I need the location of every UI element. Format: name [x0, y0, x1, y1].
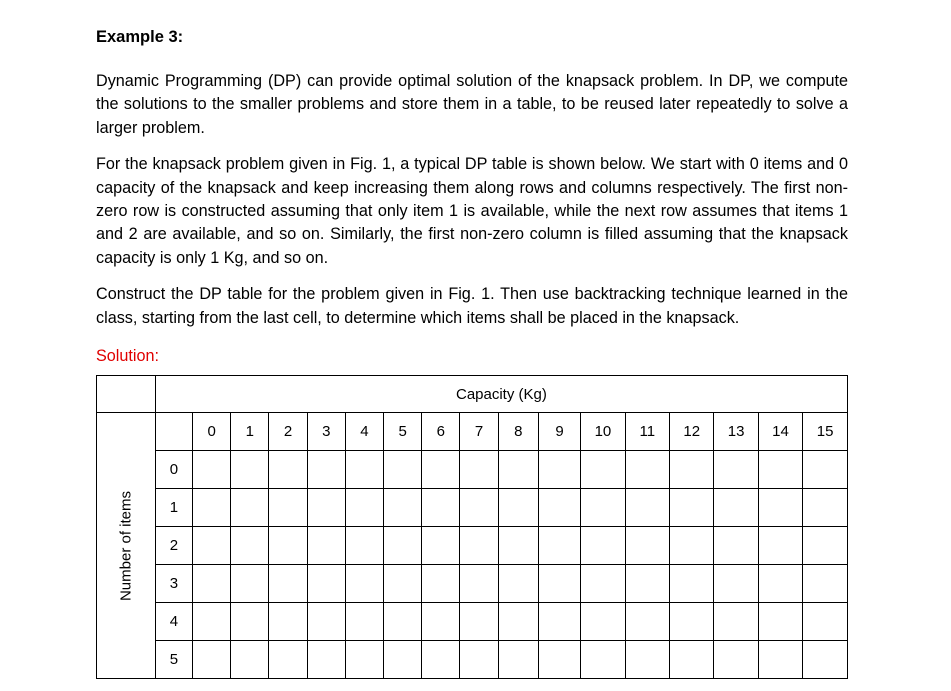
dp-value-cell[interactable]	[345, 451, 383, 489]
dp-value-cell[interactable]	[460, 603, 498, 641]
dp-value-cell[interactable]	[625, 527, 669, 565]
capacity-header-cell: 9	[538, 413, 580, 451]
item-row	[97, 451, 848, 489]
dp-value-cell[interactable]	[538, 565, 580, 603]
dp-value-cell[interactable]	[670, 489, 714, 527]
dp-value-cell[interactable]	[345, 489, 383, 527]
item-row	[97, 527, 848, 565]
dp-value-cell[interactable]	[498, 565, 538, 603]
dp-value-cell[interactable]	[625, 451, 669, 489]
capacity-header-cell: 7	[460, 413, 498, 451]
capacity-header-cell: 14	[758, 413, 802, 451]
capacity-values-row	[97, 413, 848, 451]
dp-value-cell[interactable]	[307, 489, 345, 527]
dp-value-cell[interactable]	[498, 603, 538, 641]
dp-value-cell[interactable]	[670, 641, 714, 679]
dp-table	[96, 375, 848, 679]
dp-value-cell[interactable]	[581, 451, 625, 489]
dp-value-cell[interactable]	[231, 451, 269, 489]
dp-value-cell[interactable]	[384, 489, 422, 527]
dp-value-cell[interactable]	[384, 641, 422, 679]
item-count-cell: 3	[155, 565, 192, 603]
capacity-header-cell: 12	[670, 413, 714, 451]
dp-value-cell[interactable]	[345, 603, 383, 641]
dp-value-cell[interactable]	[803, 603, 848, 641]
dp-value-cell[interactable]	[581, 641, 625, 679]
dp-value-cell[interactable]	[803, 489, 848, 527]
dp-value-cell[interactable]	[345, 527, 383, 565]
dp-value-cell[interactable]	[538, 641, 580, 679]
dp-value-cell[interactable]	[714, 451, 758, 489]
dp-value-cell[interactable]	[625, 603, 669, 641]
dp-value-cell[interactable]	[803, 451, 848, 489]
dp-value-cell[interactable]	[193, 641, 231, 679]
dp-value-cell[interactable]	[307, 603, 345, 641]
dp-value-cell[interactable]	[231, 565, 269, 603]
capacity-header-cell: 5	[384, 413, 422, 451]
dp-value-cell[interactable]	[498, 527, 538, 565]
capacity-header-cell: 3	[307, 413, 345, 451]
dp-value-cell[interactable]	[670, 527, 714, 565]
dp-value-cell[interactable]	[803, 565, 848, 603]
dp-value-cell[interactable]	[670, 603, 714, 641]
capacity-header-cell: 11	[625, 413, 669, 451]
dp-value-cell[interactable]	[193, 489, 231, 527]
item-count-cell: 2	[155, 527, 192, 565]
capacity-header-row	[97, 376, 848, 413]
dp-value-cell[interactable]	[498, 451, 538, 489]
corner-cell	[97, 376, 156, 413]
dp-value-cell[interactable]	[422, 451, 460, 489]
dp-value-cell[interactable]	[193, 527, 231, 565]
dp-value-cell[interactable]	[758, 641, 802, 679]
capacity-header-cell: 0	[193, 413, 231, 451]
dp-value-cell[interactable]	[625, 489, 669, 527]
dp-value-cell[interactable]	[269, 565, 307, 603]
dp-value-cell[interactable]	[269, 603, 307, 641]
solution-label: Solution:	[96, 347, 159, 366]
dp-value-cell[interactable]	[625, 565, 669, 603]
dp-value-cell[interactable]	[307, 451, 345, 489]
capacity-label: Capacity (Kg)	[155, 376, 847, 413]
dp-value-cell[interactable]	[269, 489, 307, 527]
dp-value-cell[interactable]	[307, 527, 345, 565]
capacity-header-cell: 2	[269, 413, 307, 451]
dp-value-cell[interactable]	[758, 603, 802, 641]
dp-value-cell[interactable]	[422, 565, 460, 603]
dp-value-cell[interactable]	[498, 489, 538, 527]
dp-value-cell[interactable]	[231, 489, 269, 527]
paragraph-dp-intro: Dynamic Programming (DP) can provide optimal solution of the knapsack problem. In DP, we compute the solutions to the smaller problems and store them in a table, to be reused later repeatedly to solve a larger problem.	[96, 72, 848, 137]
dp-value-cell[interactable]	[581, 489, 625, 527]
paragraph-dp-table: For the knapsack problem given in Fig. 1, a typical DP table is shown below. We start with 0 items and 0 capacity of the knapsack and keep increasing them along rows and columns respectively. The first non-zero row is constructed assuming that only item 1 is available, while the next row assumes that items 1 and 2 are available, and so on. Similarly, the first non-zero column is filled assuming that the knapsack capacity is only 1 Kg, and so on.	[96, 155, 848, 267]
dp-value-cell[interactable]	[231, 527, 269, 565]
dp-value-cell[interactable]	[758, 489, 802, 527]
dp-value-cell[interactable]	[714, 527, 758, 565]
dp-value-cell[interactable]	[538, 451, 580, 489]
dp-value-cell[interactable]	[384, 451, 422, 489]
dp-value-cell[interactable]	[269, 451, 307, 489]
item-row	[97, 641, 848, 679]
dp-value-cell[interactable]	[269, 527, 307, 565]
dp-value-cell[interactable]	[384, 565, 422, 603]
dp-value-cell[interactable]	[231, 641, 269, 679]
dp-value-cell[interactable]	[670, 565, 714, 603]
dp-value-cell[interactable]	[758, 451, 802, 489]
capacity-header-cell: 6	[422, 413, 460, 451]
dp-value-cell[interactable]	[581, 565, 625, 603]
dp-value-cell[interactable]	[460, 451, 498, 489]
dp-value-cell[interactable]	[345, 565, 383, 603]
dp-value-cell[interactable]	[714, 565, 758, 603]
item-row	[97, 489, 848, 527]
dp-value-cell[interactable]	[193, 451, 231, 489]
items-label-cell	[97, 413, 156, 679]
capacity-header-cell: 4	[345, 413, 383, 451]
item-count-cell: 4	[155, 603, 192, 641]
dp-value-cell[interactable]	[803, 527, 848, 565]
dp-value-cell[interactable]	[307, 641, 345, 679]
dp-value-cell[interactable]	[581, 527, 625, 565]
dp-value-cell[interactable]	[231, 603, 269, 641]
dp-value-cell[interactable]	[758, 527, 802, 565]
dp-value-cell[interactable]	[384, 603, 422, 641]
dp-value-cell[interactable]	[803, 641, 848, 679]
dp-value-cell[interactable]	[422, 641, 460, 679]
dp-value-cell[interactable]	[670, 451, 714, 489]
paragraph-task: Construct the DP table for the problem given in Fig. 1. Then use backtracking technique learned in the class, starting from the last cell, to determine which items shall be placed in the knapsack.	[96, 285, 848, 327]
dp-value-cell[interactable]	[538, 603, 580, 641]
capacity-header-cell: 13	[714, 413, 758, 451]
dp-value-cell[interactable]	[422, 527, 460, 565]
dp-value-cell[interactable]	[581, 603, 625, 641]
capacity-header-cell: 15	[803, 413, 848, 451]
items-label: Number of items	[117, 490, 135, 601]
dp-value-cell[interactable]	[193, 603, 231, 641]
item-count-cell: 0	[155, 451, 192, 489]
capacity-header-cell: 10	[581, 413, 625, 451]
dp-value-cell[interactable]	[714, 641, 758, 679]
dp-value-cell[interactable]	[307, 565, 345, 603]
dp-value-cell[interactable]	[758, 565, 802, 603]
capacity-header-cell: 8	[498, 413, 538, 451]
item-row	[97, 603, 848, 641]
dp-value-cell[interactable]	[269, 641, 307, 679]
capacity-header-cell: 1	[231, 413, 269, 451]
dp-value-cell[interactable]	[625, 641, 669, 679]
dp-value-cell[interactable]	[538, 489, 580, 527]
dp-value-cell[interactable]	[345, 641, 383, 679]
example-heading: Example 3:	[96, 28, 184, 46]
dp-value-cell[interactable]	[538, 527, 580, 565]
item-row	[97, 565, 848, 603]
dp-value-cell[interactable]	[460, 565, 498, 603]
document-page	[96, 20, 848, 367]
item-count-cell: 5	[155, 641, 192, 679]
dp-value-cell[interactable]	[460, 489, 498, 527]
dp-value-cell[interactable]	[422, 603, 460, 641]
dp-value-cell[interactable]	[460, 527, 498, 565]
dp-value-cell[interactable]	[422, 489, 460, 527]
dp-value-cell[interactable]	[460, 641, 498, 679]
dp-value-cell[interactable]	[714, 603, 758, 641]
item-count-cell: 1	[155, 489, 192, 527]
dp-value-cell[interactable]	[193, 565, 231, 603]
header-blank-cell	[155, 413, 192, 451]
dp-value-cell[interactable]	[498, 641, 538, 679]
dp-value-cell[interactable]	[714, 489, 758, 527]
dp-value-cell[interactable]	[384, 527, 422, 565]
